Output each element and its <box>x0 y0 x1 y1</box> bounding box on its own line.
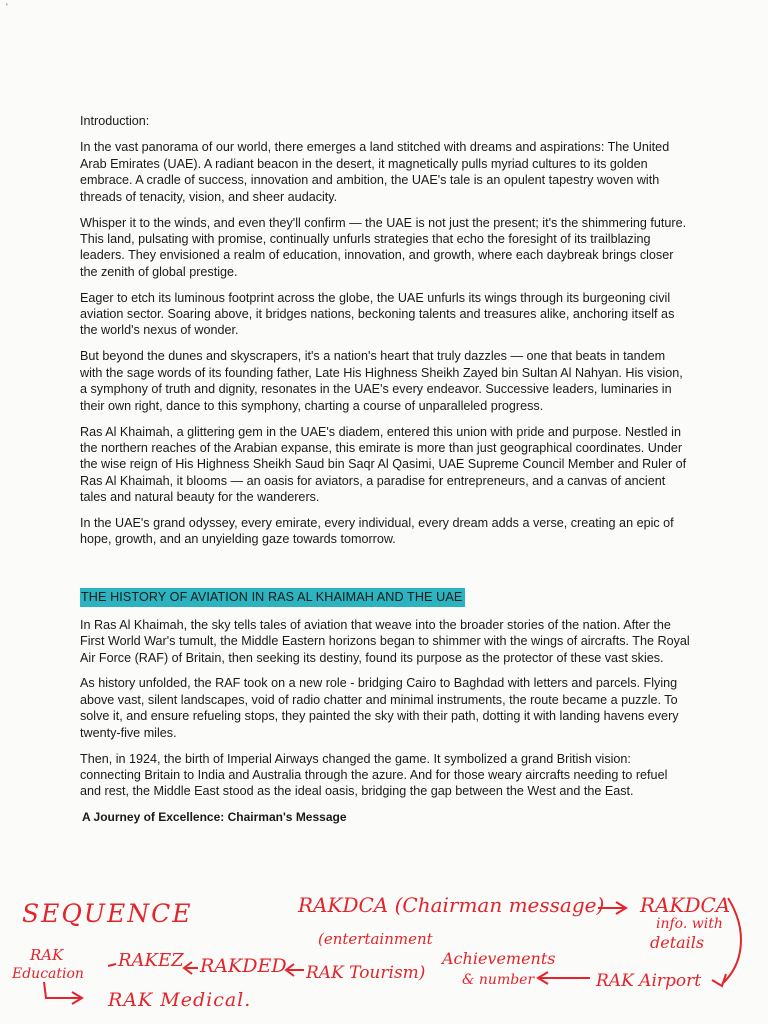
arrow-left-icon <box>538 972 590 984</box>
handwritten-rak-tourism: RAK Tourism) <box>306 963 426 983</box>
arrow-left-icon <box>286 964 304 976</box>
handwritten-rakdca-info: RAKDCA <box>640 893 731 917</box>
handwritten-annotations <box>0 860 768 1024</box>
history-section <box>80 557 690 825</box>
chairman-subheading: A Journey of Excellence: Chairman's Message <box>82 810 347 825</box>
handwritten-rak-medical: RAK Medical. <box>108 989 252 1011</box>
arrow-left-icon <box>108 964 116 966</box>
intro-paragraph: In the UAE's grand odyssey, every emirate, every individual, every dream adds a verse, creating an epic of hope, growth, and an unyielding gaze towards tomorrow. <box>80 516 674 547</box>
arrow-right-icon <box>598 902 626 914</box>
arrow-left-icon <box>184 962 198 974</box>
handwritten-and-number: & number <box>462 972 535 988</box>
intro-paragraph: Whisper it to the winds, and even they'll confirm — the UAE is not just the present; it's the shimmering future. This land, pulsating with promise, continually unfurls strategies that echo the foresight of its trailblazing leaders. They envisioned a realm of education, innovation, and growth, where each daybreak brings closer the zenith of global prestige. <box>80 215 687 279</box>
history-paragraph: As history unfolded, the RAF took on a new role - bridging Cairo to Baghdad with letters and parcels. Flying above vast, silent landscapes, void of radio chatter and minimal instruments, the route became a puzzle. To solve it, and ensure refueling stops, they painted the sky with their path, dotting it with landing havens every twenty-five miles. <box>80 676 679 740</box>
handwritten-entertainment: (entertainment <box>318 930 433 948</box>
intro-paragraph: But beyond the dunes and skyscrapers, it's a nation's heart that truly dazzles — one that beats in tandem with the sage words of its founding father, Late His Highness Sheikh Zayed bin Sultan Al Nahyan. His vision, a symphony of truth and dignity, resonates in the UAE's every endeavor. Successive leaders, luminaries in their own right, dance to this symphony, charting a course of unparalleled progress. <box>80 349 683 413</box>
handwritten-achievements: Achievements <box>442 949 556 968</box>
intro-heading: Introduction: <box>80 114 150 128</box>
document-body <box>80 113 690 835</box>
arrow-hook-icon <box>44 982 82 1004</box>
handwritten-rakez: RAKEZ <box>118 950 184 971</box>
handwritten-rak-education-1: RAK <box>30 946 64 964</box>
intro-paragraph: In the vast panorama of our world, there emerges a land stitched with dreams and aspirations: The United Arab Emirates (UAE). A radiant beacon in the desert, it magnetically pulls myriad cultures to its golden embrace. A cradle of success, innovation and ambition, the UAE's tale is an opulent tapestry woven with threads of tenacity, vision, and sheer audacity. <box>80 140 670 204</box>
curved-arrow-icon <box>712 898 741 986</box>
annotation-canvas <box>0 860 768 1024</box>
intro-paragraph: Ras Al Khaimah, a glittering gem in the UAE's diadem, entered this union with pride and purpose. Nestled in the northern reaches of the Arabian expanse, this emirate is more than just geographical coordinates. Under the wise reign of His Highness Sheikh Saud bin Saqr Al Qasimi, UAE Supreme Council Member and Ruler of Ras Al Khaimah, it blooms — an oasis for aviators, a paradise for entrepreneurs, and a canvas of ancient tales and natural beauty for the wanderers. <box>80 424 687 505</box>
history-paragraph: Then, in 1924, the birth of Imperial Airways changed the game. It symbolized a grand British vision: connecting Britain to India and Australia through the azure. And for those weary aircrafts needing to refuel and rest, the Middle East stood as the ideal oasis, bridging the gap between the West and the East. <box>80 751 668 799</box>
handwritten-sequence: SEQUENCE <box>22 899 193 928</box>
intro-paragraph: Eager to etch its luminous footprint across the globe, the UAE unfurls its wings through its burgeoning civil aviation sector. Soaring above, it bridges nations, beckoning talents and treasures alike, anchoring itself as the world's nexus of wonder. <box>80 290 675 338</box>
handwritten-rak-airport: RAK Airport <box>596 971 702 991</box>
history-paragraph: In Ras Al Khaimah, the sky tells tales of aviation that weave into the broader stories of the nation. After the First World War's tumult, the Middle Eastern horizons began to shimmer with the wings of aircrafts. The Royal Air Force (RAF) of Britain, then seeking its destiny, found its purpose as the protector of these vast skies. <box>80 617 690 665</box>
handwritten-details: details <box>650 933 705 952</box>
handwritten-info-with: info. with <box>656 916 723 932</box>
corner-mark: ' <box>6 2 8 12</box>
history-heading: THE HISTORY OF AVIATION IN RAS AL KHAIMAH AND THE UAE <box>80 588 465 606</box>
handwritten-rakded: RAKDED <box>200 955 287 977</box>
handwritten-rak-education-2: Education <box>12 966 84 982</box>
handwritten-rakdca-chairman: RAKDCA (Chairman message) <box>298 893 605 917</box>
